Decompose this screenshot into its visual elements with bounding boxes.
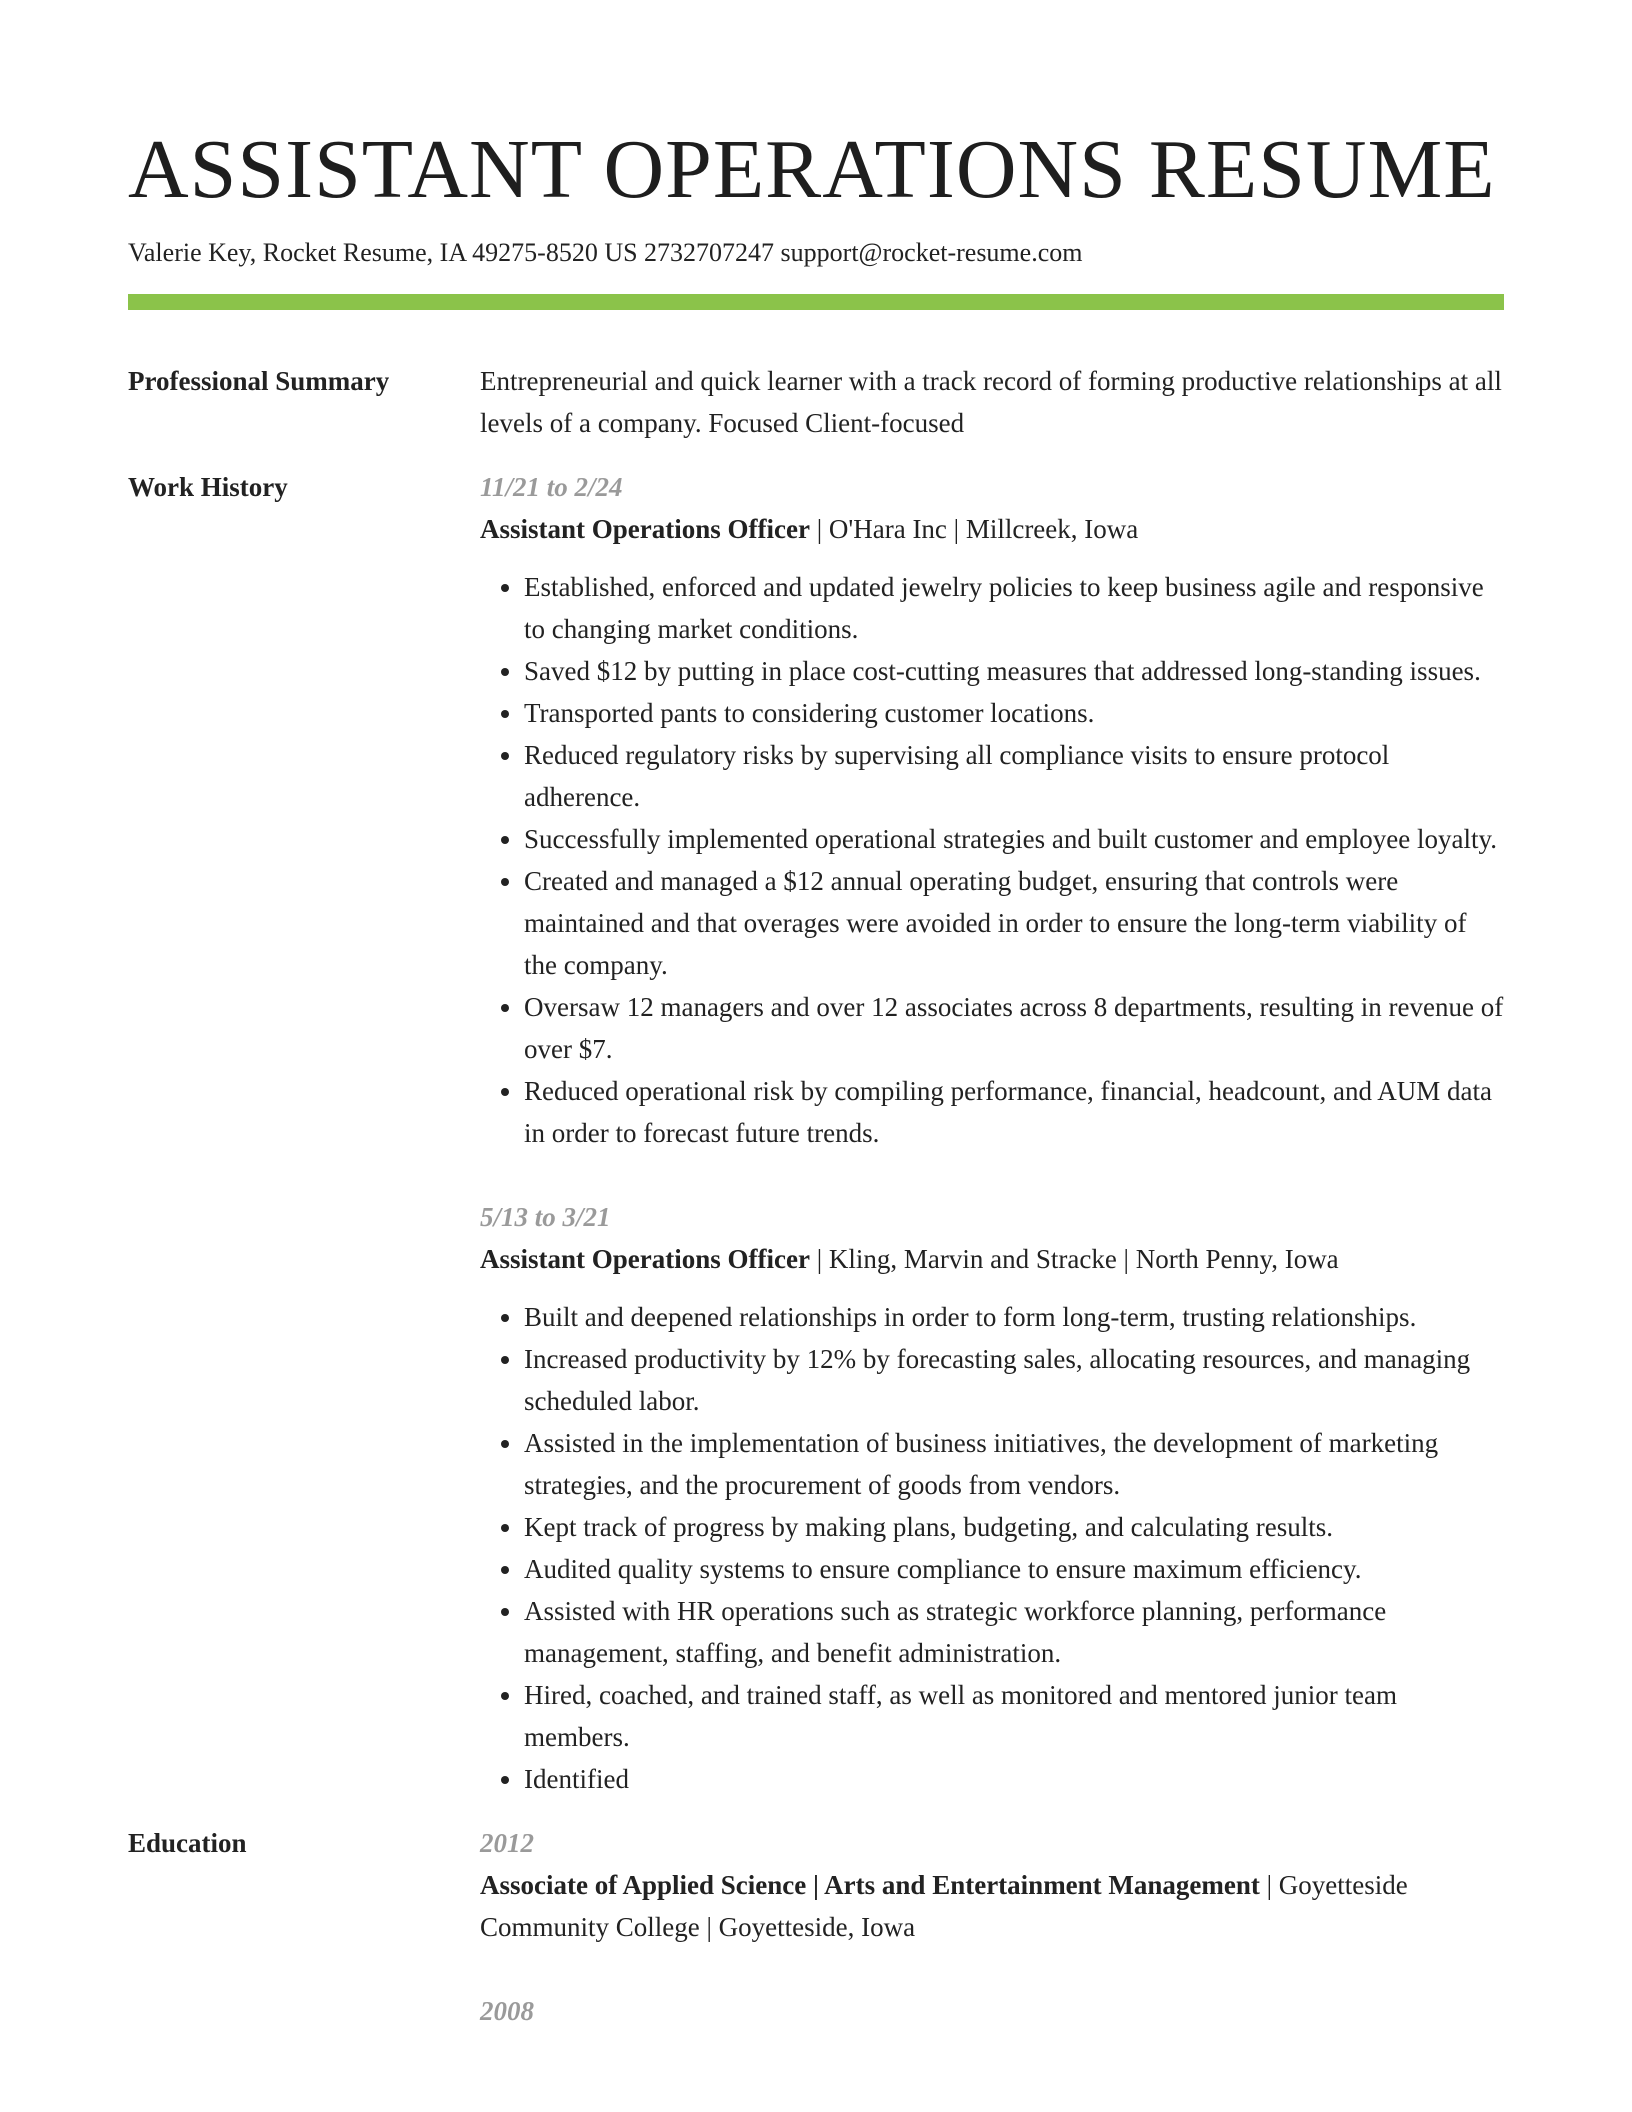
education-details: | Goyetteside Community College | Goyetteside, Iowa — [480, 1870, 1408, 1942]
education-year: 2008 — [480, 1996, 534, 2026]
accent-divider — [128, 294, 1504, 310]
job-entry — [480, 466, 1504, 1154]
resume-page — [128, 120, 1504, 2032]
work-history-label: Work History — [128, 472, 288, 502]
resume-title: ASSISTANT OPERATIONS RESUME — [128, 123, 1496, 216]
job-bullet: • Assisted in the implementation of business initiatives, the development of marketing strategies, and the procurement of goods from vendors. — [524, 1422, 1504, 1506]
work-history-section — [128, 466, 1504, 1800]
contact-line: Valerie Key, Rocket Resume, IA 49275-8520 US 2732707247 support@rocket-resume.com — [128, 238, 1083, 267]
job-bullet: • Saved $12 by putting in place cost-cutting measures that addressed long-standing issues. — [524, 650, 1504, 692]
job-bullet: • Oversaw 12 managers and over 12 associates across 8 departments, resulting in revenue of over $7. — [524, 986, 1504, 1070]
job-details: | O'Hara Inc | Millcreek, Iowa — [809, 514, 1139, 544]
summary-text: Entrepreneurial and quick learner with a track record of forming productive relationships at all levels of a company. Focused Client-focused — [480, 366, 1502, 438]
job-bullets — [480, 566, 1504, 1154]
job-bullet: • Built and deepened relationships in order to form long-term, trusting relationships. — [524, 1296, 1504, 1338]
job-heading — [480, 508, 1504, 550]
job-bullet: • Created and managed a $12 annual operating budget, ensuring that controls were maintained and that overages were avoided in order to ensure the long-term viability of the company. — [524, 860, 1504, 986]
work-history-body — [480, 466, 1504, 1800]
education-year: 2012 — [480, 1828, 534, 1858]
job-bullet: • Kept track of progress by making plans, budgeting, and calculating results. — [524, 1506, 1504, 1548]
job-bullets — [480, 1296, 1504, 1800]
job-entry — [480, 1196, 1504, 1800]
education-body — [480, 1822, 1504, 2032]
summary-body — [480, 360, 1504, 444]
education-degree: Associate of Applied Science | Arts and Entertainment Management — [480, 1870, 1260, 1900]
job-bullet: • Increased productivity by 12% by forecasting sales, allocating resources, and managing scheduled labor. — [524, 1338, 1504, 1422]
job-bullet: • Established, enforced and updated jewelry policies to keep business agile and responsive to changing market conditions. — [524, 566, 1504, 650]
job-bullet: • Transported pants to considering customer locations. — [524, 692, 1504, 734]
job-bullet: • Reduced operational risk by compiling performance, financial, headcount, and AUM data in order to forecast future trends. — [524, 1070, 1504, 1154]
job-title: Assistant Operations Officer — [480, 514, 810, 544]
summary-label: Professional Summary — [128, 366, 390, 396]
education-entry — [480, 1822, 1504, 1948]
job-bullet: • Reduced regulatory risks by supervising all compliance visits to ensure protocol adherence. — [524, 734, 1504, 818]
job-bullet: • Identified — [524, 1758, 1504, 1800]
summary-section — [128, 360, 1504, 444]
education-entry — [480, 1990, 1504, 2032]
education-label: Education — [128, 1828, 247, 1858]
job-dates: 11/21 to 2/24 — [480, 472, 623, 502]
education-heading — [480, 1864, 1504, 1948]
job-heading — [480, 1238, 1504, 1280]
job-dates: 5/13 to 3/21 — [480, 1202, 611, 1232]
job-bullet: • Audited quality systems to ensure compliance to ensure maximum efficiency. — [524, 1548, 1504, 1590]
job-title: Assistant Operations Officer — [480, 1244, 810, 1274]
job-bullet: • Successfully implemented operational strategies and built customer and employee loyalty. — [524, 818, 1504, 860]
job-details: | Kling, Marvin and Stracke | North Penny, Iowa — [809, 1244, 1339, 1274]
job-bullet: • Assisted with HR operations such as strategic workforce planning, performance management, staffing, and benefit administration. — [524, 1590, 1504, 1674]
education-section — [128, 1822, 1504, 2032]
job-bullet: • Hired, coached, and trained staff, as well as monitored and mentored junior team members. — [524, 1674, 1504, 1758]
